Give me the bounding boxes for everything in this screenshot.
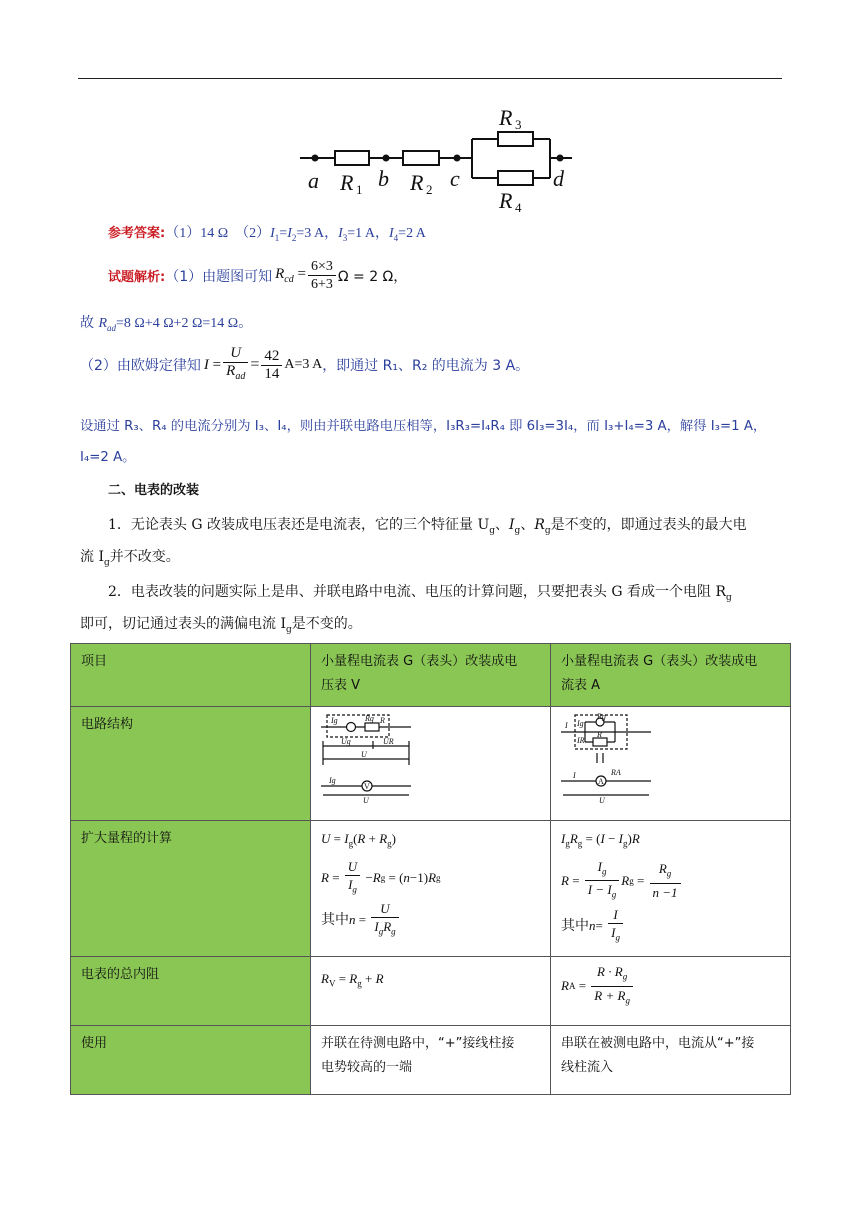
header-voltmeter: 小量程电流表 G（表头）改装成电 压表 V: [311, 644, 551, 707]
para2-line2: 即可，切记通过表头的满偏电流 $I_g$是不变的。: [80, 616, 362, 635]
r4-sub: 4: [515, 200, 522, 215]
voltmeter-calculation: $U = I_g(R + R_g)$ R = $\frac{U}{I_g}$ − R g = ( n −1) R g 其中 n = $\frac{U}{I_gR_g}$: [311, 821, 551, 957]
svg-text:V: V: [364, 782, 370, 791]
analysis-line-4: 设通过 R₃、R₄ 的电流分别为 I₃、I₄，则由并联电路电压相等，I₃R₃=I₄R₄ 即 6I₃=3I₄，而 I₃+I₄=3 A，解得 I₃=1 A，: [80, 419, 767, 434]
analysis-line-1: 试题解析: （1）由题图可知 $R_{cd}$ = $\frac{6\times 3}{6+3}$ Ω = 2 Ω，: [108, 259, 408, 292]
answer-part1: （1）14 Ω （2）: [165, 226, 271, 241]
answer-label: 参考答案:: [108, 226, 166, 241]
svg-text:IR: IR: [577, 736, 585, 745]
row-label-resistance: 电表的总内阻: [71, 957, 311, 1026]
r3-sub: 3: [515, 117, 522, 132]
svg-text:Ig: Ig: [331, 716, 338, 725]
analysis-line-5: I₄=2 A。: [80, 450, 136, 465]
r2-label: R: [410, 170, 424, 195]
row-label-structure: 电路结构: [71, 707, 311, 821]
ammeter-usage: 串联在被测电路中，电流从“+”接 线柱流入: [551, 1026, 791, 1095]
analysis-label: 试题解析:: [108, 270, 166, 285]
r3-label: R: [499, 105, 513, 130]
svg-text:Rg: Rg: [365, 714, 374, 723]
svg-text:I: I: [565, 721, 568, 730]
ammeter-resistance: R A = $\frac{R \cdot R_g}{R + R_g}$: [551, 957, 791, 1026]
section-heading: 二、电表的改装: [108, 483, 200, 498]
svg-text:Ig: Ig: [329, 776, 336, 785]
voltmeter-circuit-cell: [311, 707, 551, 821]
voltmeter-resistance: $R_V = R_g + R$: [311, 957, 551, 1026]
reference-answer: 参考答案:（1）14 Ω $(2)I_1=I_2=3$ A，$I_3=1$ A，$I_4=2$ A: [108, 226, 426, 243]
header-ammeter: 小量程电流表 G（表头）改装成电 流表 A: [551, 644, 791, 707]
node-a-label: a: [308, 168, 319, 193]
ammeter-circuit-diagram: [561, 713, 661, 805]
svg-text:U: U: [363, 796, 369, 805]
svg-text:UR: UR: [383, 737, 394, 746]
fraction-u-over-rad: $\frac{U}{R_{ad}}$: [223, 345, 248, 385]
series-parallel-circuit-diagram: [300, 100, 580, 215]
svg-text:R: R: [380, 716, 385, 725]
row-label-usage: 使用: [71, 1026, 311, 1095]
fraction-42-over-14: $\frac{42}{14}$: [261, 348, 282, 383]
analysis-line-2: 故 $R_{ad}=8$ Ω+4 Ω+2 Ω=14 Ω。: [80, 315, 253, 333]
svg-text:U: U: [599, 796, 605, 805]
voltmeter-circuit-diagram: [321, 713, 421, 805]
node-c-label: c: [450, 166, 460, 191]
table-row: [71, 1026, 791, 1095]
r4-label: R: [499, 188, 513, 213]
r2-sub: 2: [426, 182, 433, 197]
node-b-label: b: [378, 166, 389, 191]
node-d-label: d: [553, 166, 564, 191]
table-row: [71, 957, 791, 1026]
para2-line1: 2．电表改装的问题实际上是串、并联电路中电流、电压的计算问题，只要把表头 G 看成一个电阻 $R_g$: [108, 584, 732, 603]
svg-text:RA: RA: [611, 768, 621, 777]
voltmeter-usage: 并联在待测电路中，“+”接线柱接 电势较高的一端: [311, 1026, 551, 1095]
para1-line2: 流 $I_g$并不改变。: [80, 549, 180, 568]
svg-text:A: A: [598, 777, 604, 786]
para1-line1: 1．无论表头 G 改装成电压表还是电流表，它的三个特征量 $U_g$、$I_g$、$R_g$是不变的，即通过表头的最大电: [108, 517, 747, 536]
r1-label: R: [340, 170, 354, 195]
ammeter-calculation: $I_gR_g = (I - I_g)R$ R = $\frac{I_g}{I - I_g}$ R g = $\frac{R_g}{n -1}$ 其中 n = $\frac{I}{I_g}$: [551, 821, 791, 957]
table-row: [71, 707, 791, 821]
meter-conversion-table: [70, 643, 791, 1095]
svg-text:Rg: Rg: [597, 713, 606, 721]
svg-text:Ig: Ig: [577, 719, 584, 728]
row-label-calculation: 扩大量程的计算: [71, 821, 311, 957]
ammeter-circuit-cell: [551, 707, 791, 821]
header-item: 项目: [71, 644, 311, 707]
analysis-line-3: （2）由欧姆定律知 I = $\frac{U}{R_{ad}}$ = $\frac{42}{14}$ A=3 A ，即通过 R₁、R₂ 的电流为 3 A。: [80, 345, 529, 385]
svg-text:I: I: [573, 771, 576, 780]
svg-text:Ug: Ug: [341, 737, 351, 746]
svg-text:R: R: [597, 730, 602, 739]
header-rule: [78, 78, 782, 79]
fraction-rcd: $\frac{6\times 3}{6+3}$: [308, 258, 336, 293]
svg-text:U: U: [361, 750, 367, 759]
table-row: [71, 644, 791, 707]
table-row: [71, 821, 791, 957]
r1-sub: 1: [356, 182, 363, 197]
